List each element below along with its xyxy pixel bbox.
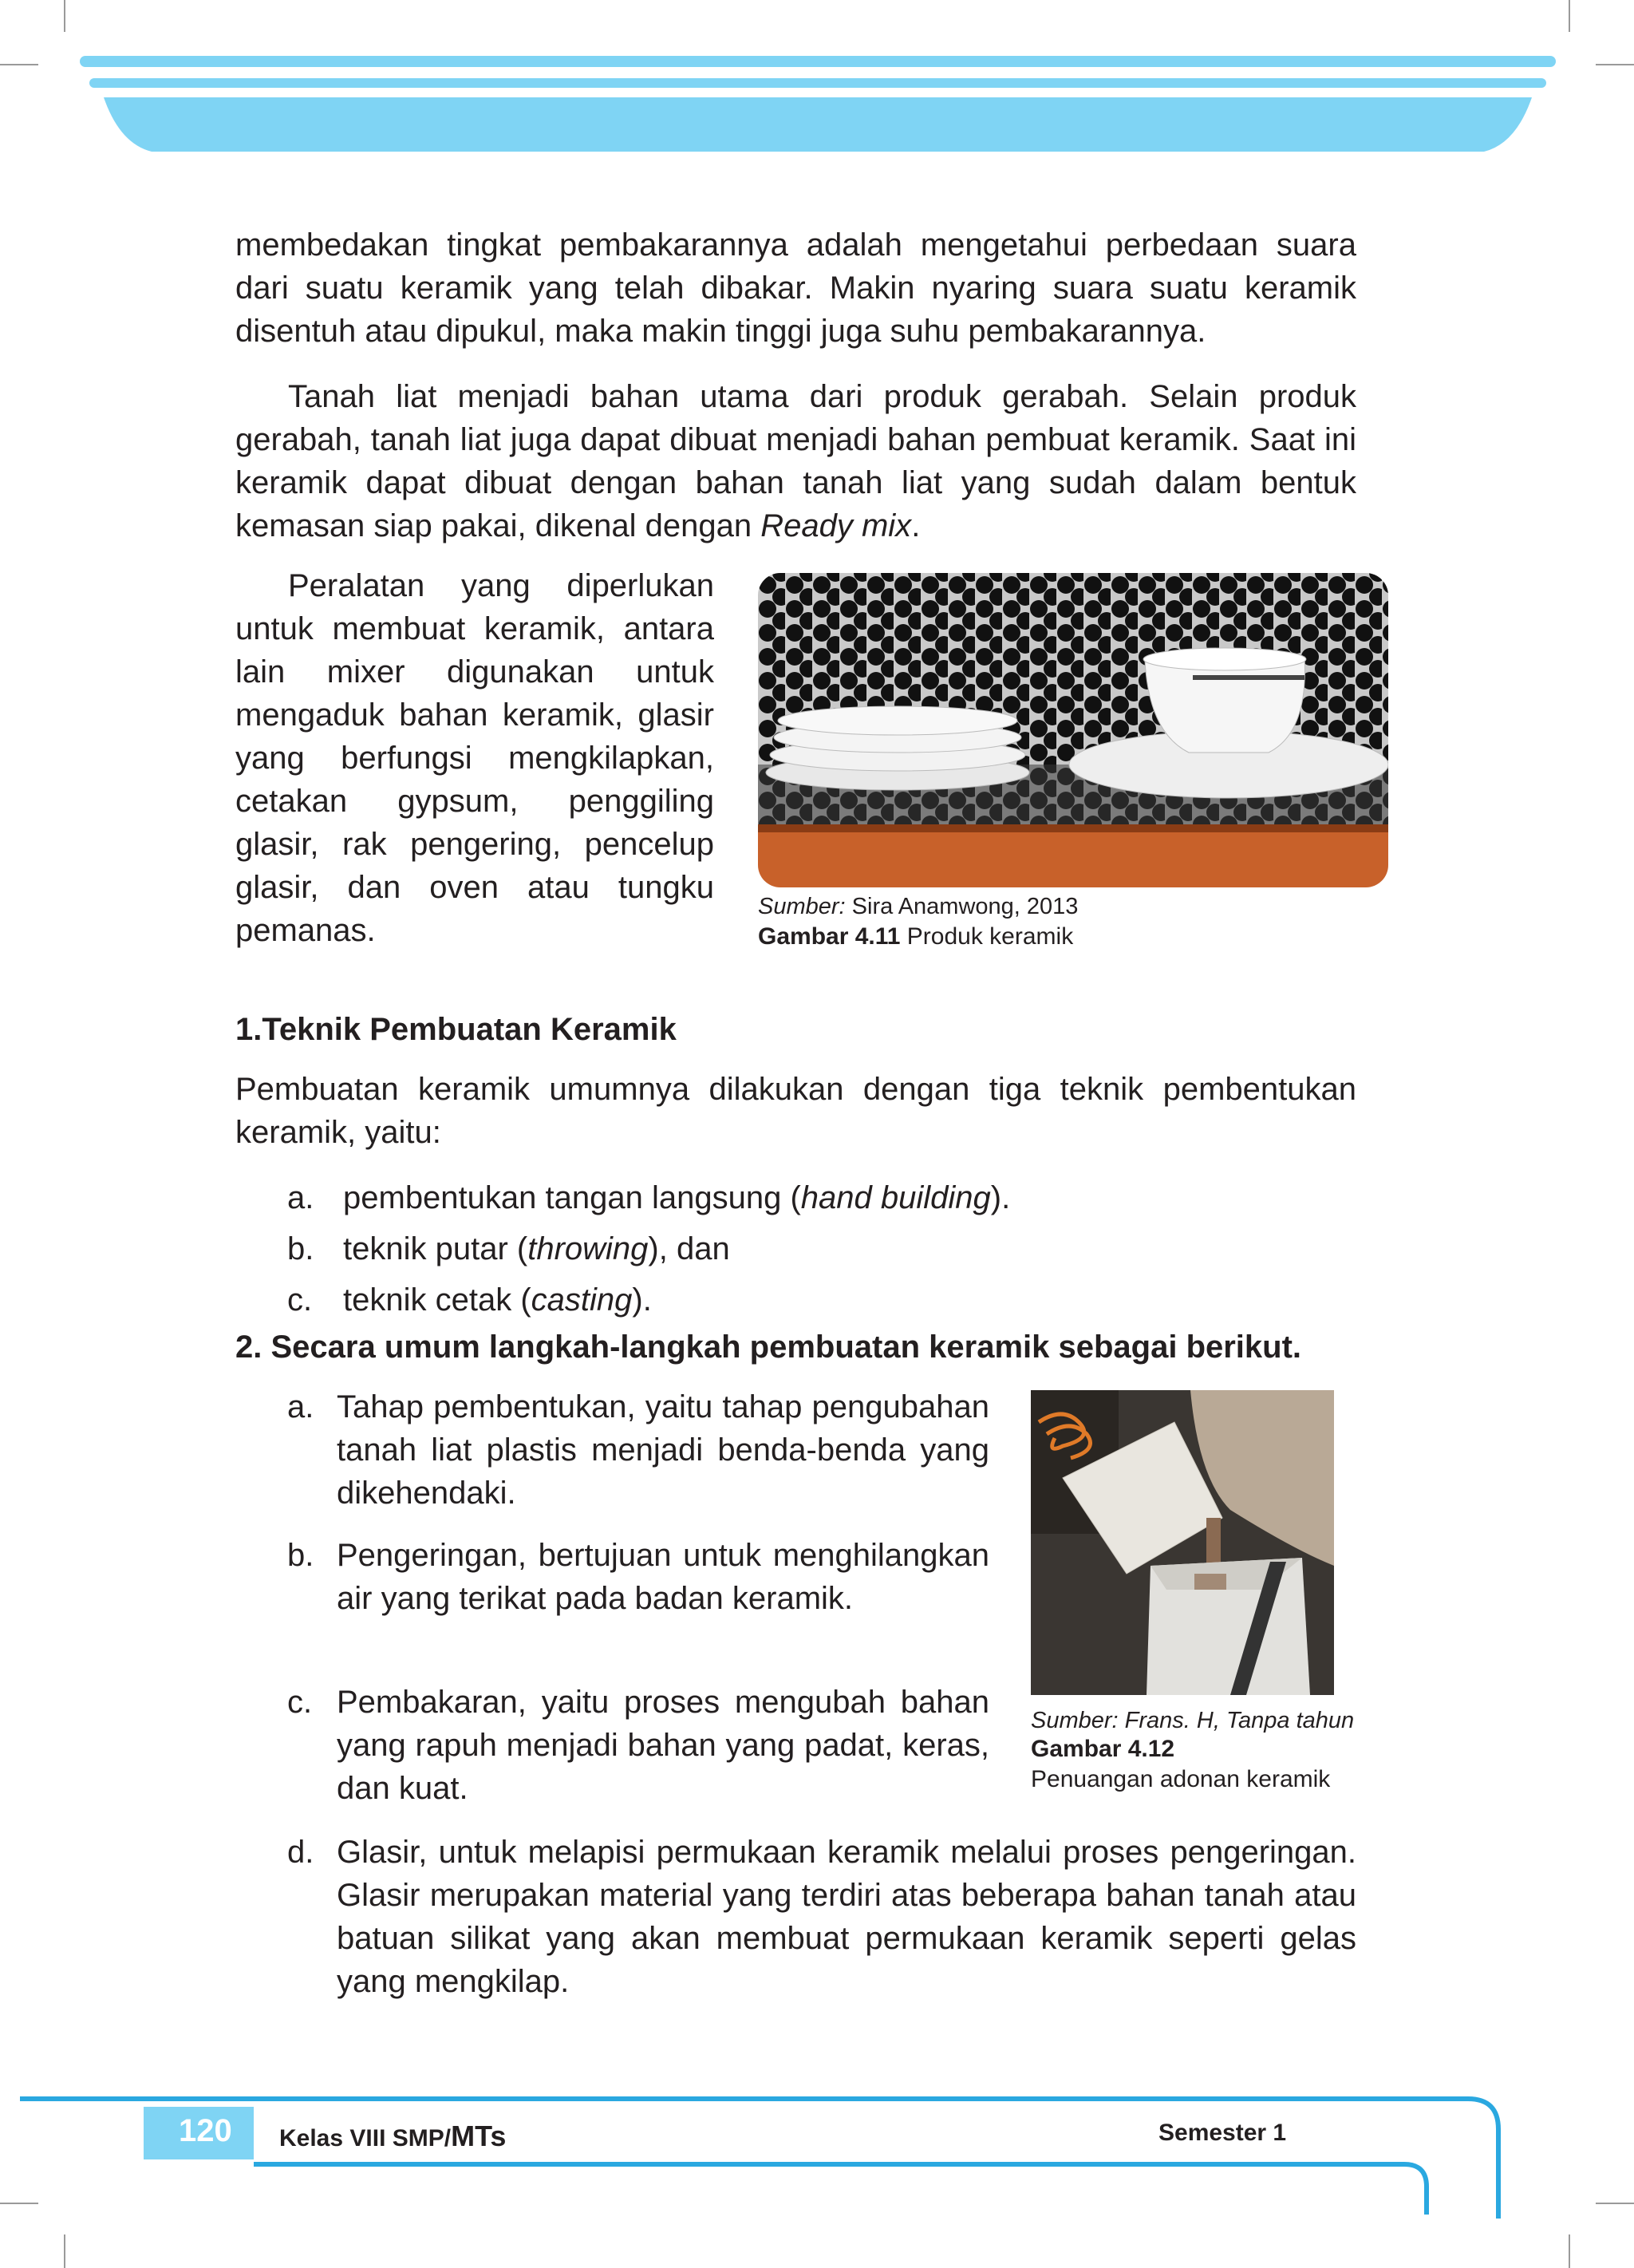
paragraph-2-text: Tanah liat menjadi bahan utama dari produk gerabah. Selain produk gerabah, tanah liat juga dapat dibuat menjadi bahan pembuat keramik. Saat ini keramik dapat dibuat dengan bahan tanah liat yang sudah dalam bentuk kemasan siap pakai, dikenal dengan Ready mix.	[235, 379, 1356, 543]
list-item: a. Tahap pembentukan, yaitu tahap pengubahan tanah liat plastis menjadi benda-benda yang dikehendaki.	[287, 1389, 989, 1511]
paragraph-3-text: Peralatan yang diperlukan untuk membuat keramik, antara lain mixer digunakan untuk mengaduk bahan keramik, glasir yang berfungsi mengkilapkan, cetakan gypsum, penggiling glasir, rak pengering, pencelup glasir, dan oven atau tungku pemanas.	[235, 568, 714, 948]
section-1-heading: 1.Teknik Pembuatan Keramik	[235, 1012, 677, 1047]
list-item: d. Glasir, untuk melapisi permukaan keramik melalui proses pengeringan. Glasir merupakan material yang terdiri atas beberapa bahan tanah atau batuan silikat yang akan membuat permukaan keramik seperti gelas yang mengkilap.	[287, 1835, 1356, 1999]
figure-412-source: Sumber: Frans. H, Tanpa tahun	[1031, 1708, 1355, 1733]
list-item: b. teknik putar (throwing), dan	[287, 1231, 730, 1266]
figure-412-label: Gambar 4.12	[1031, 1736, 1175, 1762]
paragraph-1	[235, 223, 1356, 353]
list-item: a. pembentukan tangan langsung (hand building).	[287, 1180, 1011, 1215]
paragraph-1-text: membedakan tingkat pembakarannya adalah mengetahui perbedaan suara dari suatu keramik yang telah dibakar. Makin nyaring suara suatu keramik disentuh atau dipukul, maka makin tinggi juga suhu pembakarannya.	[235, 227, 1356, 349]
footer-semester: Semester 1	[1158, 2120, 1287, 2146]
section-1-intro	[235, 1068, 1356, 1154]
crop-mark	[1569, 2234, 1570, 2268]
list-item: c. Pembakaran, yaitu proses mengubah bahan yang rapuh menjadi bahan yang padat, keras, dan kuat.	[287, 1685, 989, 1806]
paragraph-2	[235, 375, 1356, 547]
paragraph-3	[235, 564, 714, 952]
list-item: c. teknik cetak (casting).	[287, 1282, 652, 1318]
list-item: b. Pengeringan, bertujuan untuk menghilangkan air yang terikat pada badan keramik.	[287, 1538, 989, 1616]
section-1-intro-text: Pembuatan keramik umumnya dilakukan dengan tiga teknik pembentukan keramik, yaitu:	[235, 1072, 1356, 1150]
figure-ceramic-product-image	[758, 573, 1388, 887]
figure-pouring-slip-image	[1031, 1390, 1334, 1695]
section-2-heading: 2. Secara umum langkah-langkah pembuatan keramik sebagai berikut.	[235, 1330, 1302, 1365]
page-number: 120	[179, 2113, 232, 2148]
technique-list	[287, 1176, 1010, 1330]
header-decoration	[0, 0, 1634, 160]
figure-412-title: Penuangan adonan keramik	[1031, 1766, 1331, 1792]
crop-mark	[64, 2234, 65, 2268]
figure-411-source: Sumber: Sira Anamwong, 2013	[758, 894, 1079, 919]
footer-decoration	[0, 2091, 1634, 2219]
figure-411-caption: Gambar 4.11 Produk keramik	[758, 923, 1074, 950]
footer-class: Kelas VIII SMP/MTs	[279, 2120, 507, 2152]
